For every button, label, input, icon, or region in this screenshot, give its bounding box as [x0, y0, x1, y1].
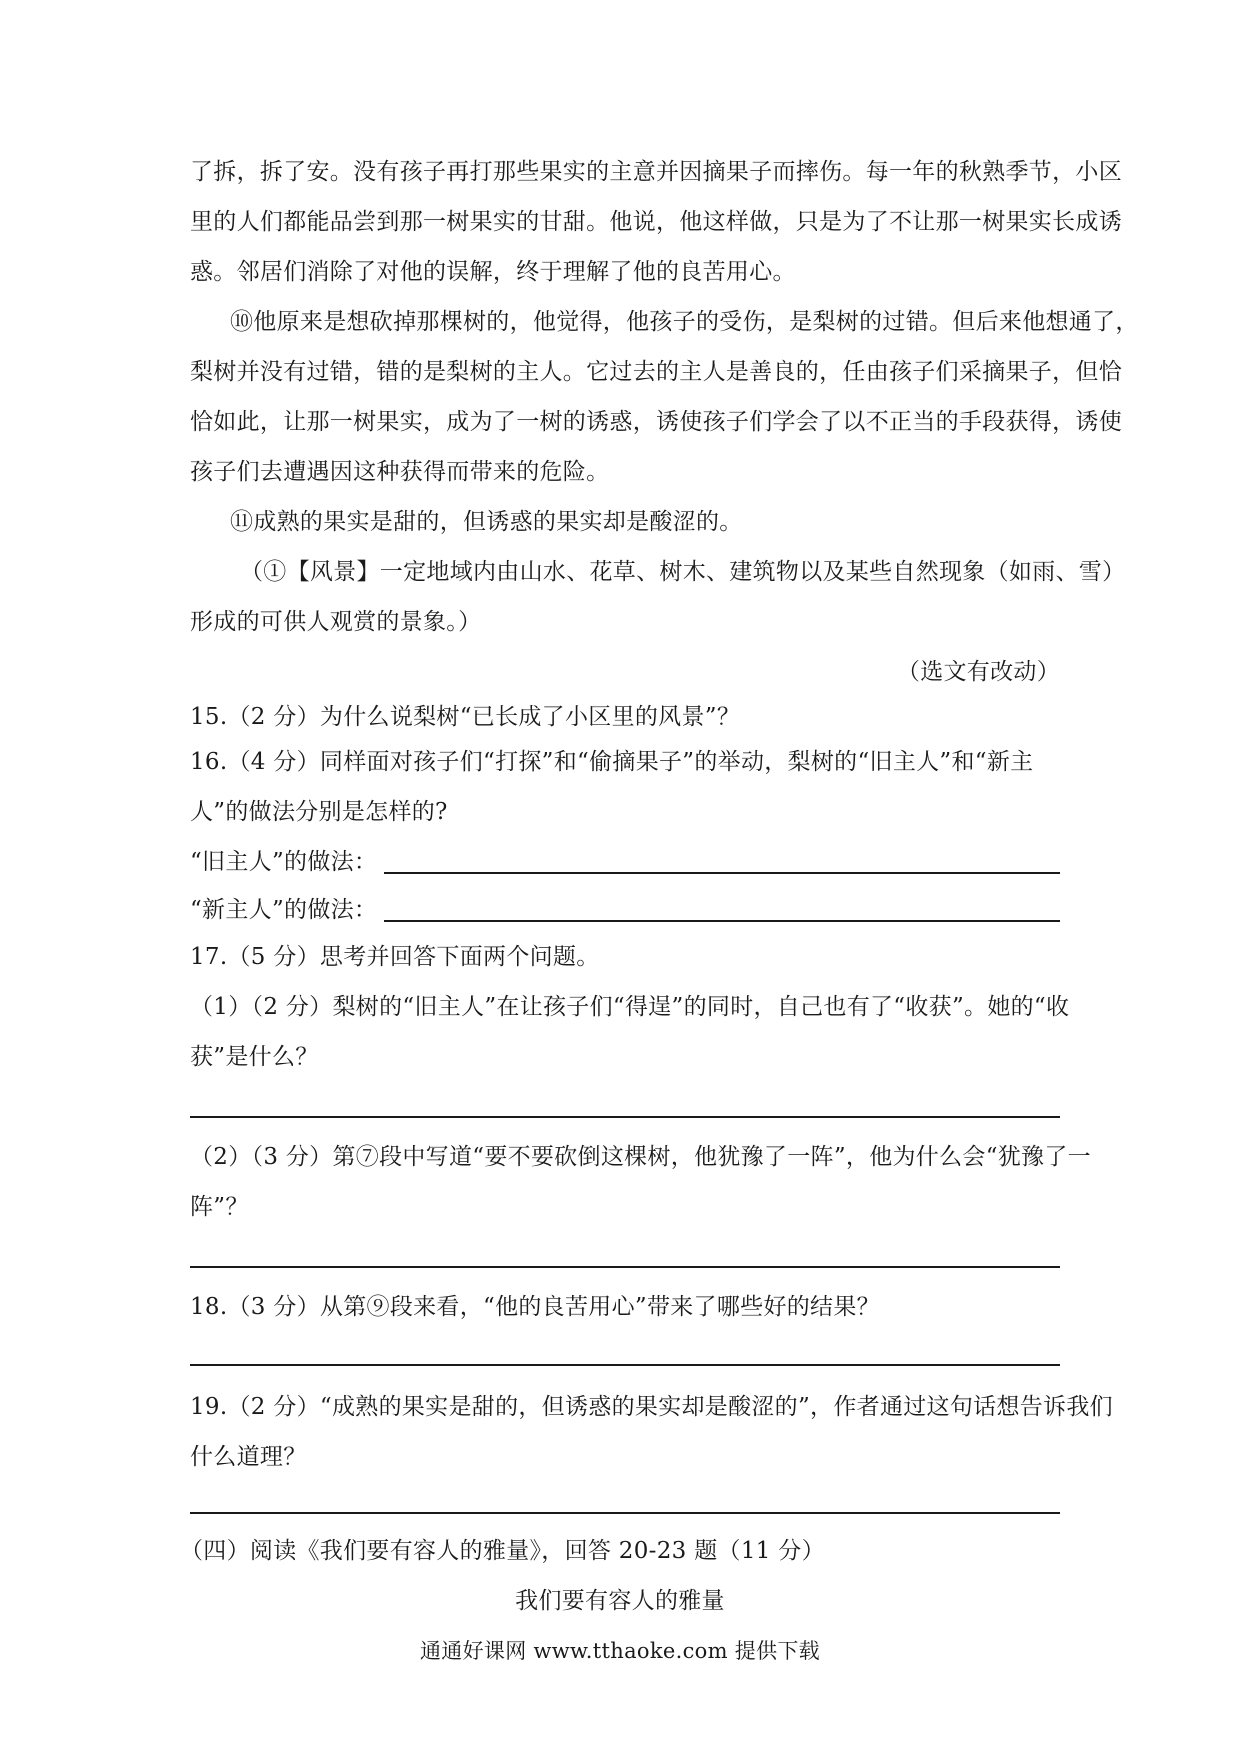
footnote-line: 形成的可供人观赏的景象。） — [190, 609, 482, 635]
question-16-new-owner-label: “新主人”的做法： — [190, 897, 378, 923]
answer-line-17-1[interactable] — [190, 1116, 1060, 1118]
passage-line: 梨树并没有过错，错的是梨树的主人。它过去的主人是善良的，任由孩子们采摘果子，但恰 — [190, 359, 1122, 385]
question-17-2-cont: 阵”？ — [190, 1194, 249, 1220]
question-16-cont: 人”的做法分别是怎样的? — [190, 799, 448, 825]
passage-line: 孩子们去遭遇因这种获得而带来的危险。 — [190, 459, 610, 485]
answer-line-17-2[interactable] — [190, 1266, 1060, 1268]
footnote-line: （①【风景】一定地域内由山水、花草、树木、建筑物以及某些自然现象（如雨、雪） — [240, 559, 1126, 585]
passage-line: 恰如此，让那一树果实，成为了一树的诱惑，诱使孩子们学会了以不正当的手段获得，诱使 — [190, 409, 1122, 435]
question-16-old-owner-label: “旧主人”的做法： — [190, 849, 378, 875]
section-4-heading: （四）阅读《我们要有容人的雅量》，回答 20-23 题（11 分） — [180, 1538, 825, 1564]
question-15: 15.（2 分）为什么说梨树“已长成了小区里的风景”？ — [190, 704, 741, 730]
question-17-1: （1）（2 分）梨树的“旧主人”在让孩子们“得逞”的同时，自己也有了“收获”。她的“收 — [190, 994, 1070, 1020]
page-footer: 通通好课网 www.tthaoke.com 提供下载 — [420, 1639, 820, 1663]
question-19-cont: 什么道理？ — [190, 1444, 307, 1470]
passage-paragraph-11: ⑪成熟的果实是甜的，但诱惑的果实却是酸涩的。 — [230, 509, 743, 535]
question-16: 16.（4 分）同样面对孩子们“打探”和“偷摘果子”的举动，梨树的“旧主人”和“新主 — [190, 749, 1034, 775]
answer-line-19[interactable] — [190, 1512, 1060, 1514]
question-18: 18.（3 分）从第⑨段来看，“他的良苦用心”带来了哪些好的结果？ — [190, 1294, 880, 1320]
section-4-article-title: 我们要有容人的雅量 — [515, 1588, 725, 1614]
question-17-2: （2）（3 分）第⑦段中写道“要不要砍倒这棵树，他犹豫了一阵”，他为什么会“犹豫了一 — [190, 1144, 1091, 1170]
passage-paragraph-10: ⑩他原来是想砍掉那棵树的，他觉得，他孩子的受伤，是梨树的过错。但后来他想通了， — [230, 309, 1139, 335]
question-17: 17.（5 分）思考并回答下面两个问题。 — [190, 944, 600, 970]
source-note: （选文有改动） — [896, 659, 1060, 685]
answer-line-18[interactable] — [190, 1364, 1060, 1366]
passage-line: 了拆，拆了安。没有孩子再打那些果实的主意并因摘果子而摔伤。每一年的秋熟季节，小区 — [190, 159, 1122, 185]
question-17-1-cont: 获”是什么？ — [190, 1044, 319, 1070]
passage-line: 惑。邻居们消除了对他的误解，终于理解了他的良苦用心。 — [190, 259, 796, 285]
answer-line-new-owner[interactable] — [384, 920, 1060, 922]
question-19: 19.（2 分）“成熟的果实是甜的，但诱惑的果实却是酸涩的”，作者通过这句话想告诉我们 — [190, 1394, 1113, 1420]
answer-line-old-owner[interactable] — [384, 872, 1060, 874]
passage-line: 里的人们都能品尝到那一树果实的甘甜。他说，他这样做，只是为了不让那一树果实长成诱 — [190, 209, 1122, 235]
